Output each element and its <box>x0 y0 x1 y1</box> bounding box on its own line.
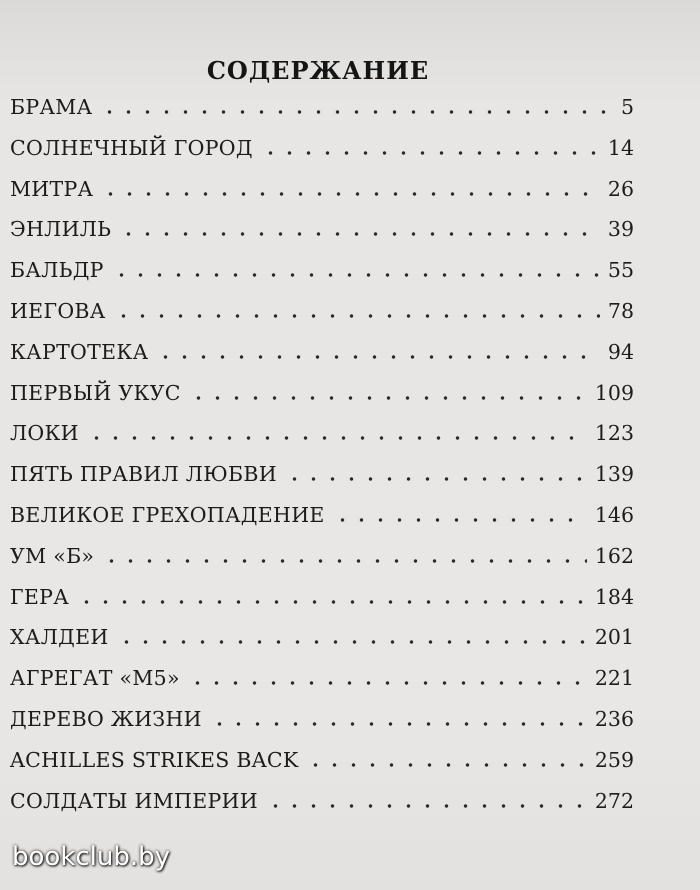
toc-entry <box>10 373 634 414</box>
dot-leader <box>189 396 587 400</box>
toc-entry-title: ИЕГОВА <box>10 298 106 323</box>
dot-leader <box>306 763 586 767</box>
dot-leader <box>87 436 587 440</box>
toc-entry <box>10 291 634 332</box>
table-of-contents <box>10 87 634 821</box>
toc-entry <box>10 169 634 210</box>
toc-entry-title: БРАМА <box>10 95 93 119</box>
toc-entry <box>10 413 634 454</box>
toc-entry-title: ХАЛДЕИ <box>10 625 109 650</box>
toc-entry <box>10 209 634 250</box>
dot-leader <box>114 314 600 318</box>
page-title: СОДЕРЖАНИЕ <box>206 56 430 86</box>
toc-entry-page: 123 <box>594 421 634 446</box>
toc-entry-page: 236 <box>594 706 634 731</box>
toc-entry-page: 272 <box>594 788 634 813</box>
toc-entry <box>10 658 634 699</box>
dot-leader <box>333 518 587 522</box>
toc-entry-title: АГРЕГАТ «М5» <box>10 666 180 691</box>
toc-entry <box>10 740 634 781</box>
toc-entry-page: 5 <box>620 95 634 119</box>
toc-entry <box>10 454 634 495</box>
dot-leader <box>285 477 587 481</box>
toc-entry-title: ACHILLES STRIKES BACK <box>10 747 299 772</box>
toc-entry-page: 201 <box>594 625 634 650</box>
toc-entry-page: 162 <box>594 543 634 568</box>
toc-entry-page: 94 <box>607 339 634 364</box>
toc-entry <box>10 250 634 291</box>
toc-entry-page: 78 <box>607 298 634 323</box>
toc-entry <box>10 495 634 536</box>
toc-entry <box>10 781 634 822</box>
toc-entry-title: ДЕРЕВО ЖИЗНИ <box>10 706 202 731</box>
dot-leader <box>102 559 587 563</box>
toc-entry-title: ЭНЛИЛЬ <box>10 217 112 242</box>
toc-entry <box>10 332 634 373</box>
toc-entry-page: 55 <box>607 258 634 283</box>
dot-leader <box>77 600 587 604</box>
toc-entry-page: 221 <box>594 666 634 691</box>
dot-leader <box>188 681 587 685</box>
toc-entry <box>10 536 634 577</box>
dot-leader <box>266 804 587 808</box>
dot-leader <box>119 232 600 236</box>
toc-entry-title: ПЕРВЫЙ УКУС <box>10 380 181 405</box>
toc-entry-title: СОЛНЕЧНЫЙ ГОРОД <box>10 135 253 160</box>
toc-entry-title: ВЕЛИКОЕ ГРЕХОПАДЕНИЕ <box>10 502 325 527</box>
toc-entry-page: 39 <box>607 217 634 242</box>
dot-leader <box>101 192 600 196</box>
toc-entry-title: ГЕРА <box>10 584 70 609</box>
toc-entry-page: 109 <box>594 380 634 405</box>
toc-entry-page: 26 <box>607 176 634 201</box>
toc-entry-title: СОЛДАТЫ ИМПЕРИИ <box>10 788 258 813</box>
toc-entry-page: 146 <box>594 502 634 527</box>
toc-entry <box>10 87 634 128</box>
dot-leader <box>261 151 600 155</box>
dot-leader <box>156 355 600 359</box>
toc-entry-page: 259 <box>594 747 634 772</box>
toc-entry-page: 139 <box>594 462 634 487</box>
dot-leader <box>100 110 613 114</box>
toc-entry-title: ПЯТЬ ПРАВИЛ ЛЮБВИ <box>10 462 277 487</box>
toc-entry <box>10 128 634 169</box>
toc-entry-title: БАЛЬДР <box>10 258 104 283</box>
toc-entry <box>10 699 634 740</box>
dot-leader <box>210 722 587 726</box>
toc-entry-title: УМ «Б» <box>10 543 95 568</box>
toc-entry-title: МИТРА <box>10 176 94 201</box>
toc-entry-title: ЛОКИ <box>10 421 79 446</box>
dot-leader <box>112 273 600 277</box>
watermark: bookclub.by <box>12 842 171 872</box>
dot-leader <box>117 640 587 644</box>
toc-entry-title: КАРТОТЕКА <box>10 339 149 364</box>
toc-entry <box>10 617 634 658</box>
toc-entry <box>10 577 634 618</box>
toc-entry-page: 14 <box>607 135 634 160</box>
toc-entry-page: 184 <box>594 584 634 609</box>
